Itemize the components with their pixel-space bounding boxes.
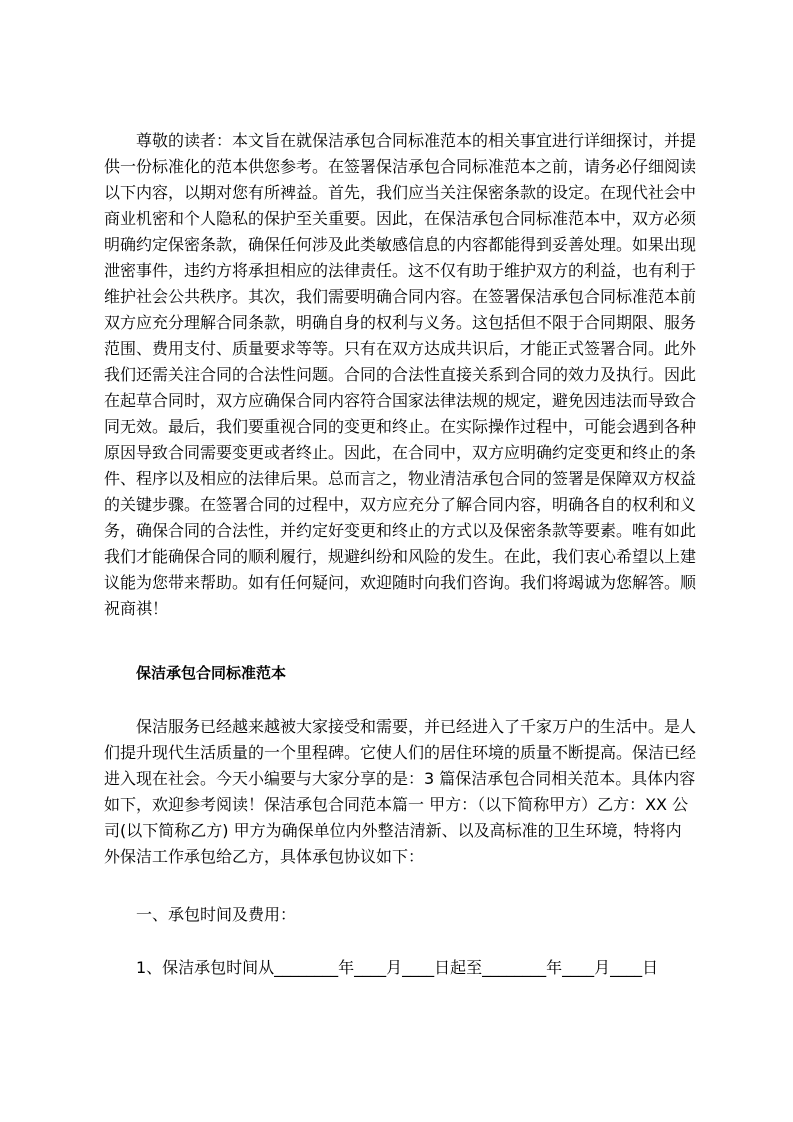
intro-line: 在起草合同时，双方应确保合同内容符合国家法律法规的规定，避免因违法而导致合 xyxy=(104,391,697,410)
intro-line: 维护社会公共秩序。其次，我们需要明确合同内容。在签署保洁承包合同标准范本前 xyxy=(104,287,697,306)
body-line: 保洁服务已经越来越被大家接受和需要，并已经进入了千家万户的生活中。是人 xyxy=(136,717,697,736)
intro-line: 的关键步骤。在签署合同的过程中，双方应充分了解合同内容，明确各自的权利和义 xyxy=(104,495,697,514)
body-line: 司(以下简称乙方) 甲方为确保单位内外整洁清新、以及高标准的卫生环境，特将内 xyxy=(104,821,682,840)
intro-line: 明确约定保密条款，确保任何涉及此类敏感信息的内容都能得到妥善处理。如果出现 xyxy=(104,235,697,254)
intro-line: 我们才能确保合同的顺利履行，规避纠纷和风险的发生。在此，我们衷心希望以上建 xyxy=(104,547,697,566)
intro-line: 泄密事件，违约方将承担相应的法律责任。这不仅有助于维护双方的利益，也有利于 xyxy=(104,261,697,280)
intro-line: 同无效。最后，我们要重视合同的变更和终止。在实际操作过程中，可能会遇到各种 xyxy=(104,417,697,436)
intro-line: 尊敬的读者：本文旨在就保洁承包合同标准范本的相关事宜进行详细探讨，并提 xyxy=(136,131,697,150)
intro-line: 祝商祺！ xyxy=(104,599,169,618)
section-title: 保洁承包合同标准范本 xyxy=(136,664,287,682)
intro-line: 件、程序以及相应的法律后果。总而言之，物业清洁承包合同的签署是保障双方权益 xyxy=(104,469,697,488)
intro-line: 商业机密和个人隐私的保护至关重要。因此，在保洁承包合同标准范本中，双方必须 xyxy=(104,209,697,228)
body-line: 外保洁工作承包给乙方，具体承包协议如下： xyxy=(104,847,425,866)
clause-heading: 一、承包时间及费用： xyxy=(136,905,297,924)
intro-line: 原因导致合同需要变更或者终止。因此，在合同中，双方应明确约定变更和终止的条 xyxy=(104,443,697,462)
body-line: 如下，欢迎参考阅读！保洁承包合同范本篇一 甲方：（以下简称甲方）乙方：XX 公 xyxy=(104,795,689,814)
intro-line: 范围、费用支付、质量要求等等。只有在双方达成共识后，才能正式签署合同。此外 xyxy=(104,339,697,358)
intro-line: 双方应充分理解合同条款，明确自身的权利与义务。这包括但不限于合同期限、服务 xyxy=(104,313,697,332)
intro-line: 我们还需关注合同的合法性问题。合同的合法性直接关系到合同的效力及执行。因此 xyxy=(104,365,697,384)
intro-line: 供一份标准化的范本供您参考。在签署保洁承包合同标准范本之前，请务必仔细阅读 xyxy=(104,157,697,176)
intro-line: 议能为您带来帮助。如有任何疑问，欢迎随时向我们咨询。我们将竭诚为您解答。顺 xyxy=(104,573,697,592)
clause-item: 1、保洁承包时间从________年____月____日起至________年____月____日 xyxy=(136,958,659,977)
intro-line: 务，确保合同的合法性，并约定好变更和终止的方式以及保密条款等要素。唯有如此 xyxy=(104,521,697,540)
body-line: 们提升现代生活质量的一个里程碑。它使人们的居住环境的质量不断提高。保洁已经 xyxy=(104,743,697,762)
intro-line: 以下内容，以期对您有所裨益。首先，我们应当关注保密条款的设定。在现代社会中 xyxy=(104,183,697,202)
body-line: 进入现在社会。今天小编要与大家分享的是：3 篇保洁承包合同相关范本。具体内容 xyxy=(104,769,696,788)
